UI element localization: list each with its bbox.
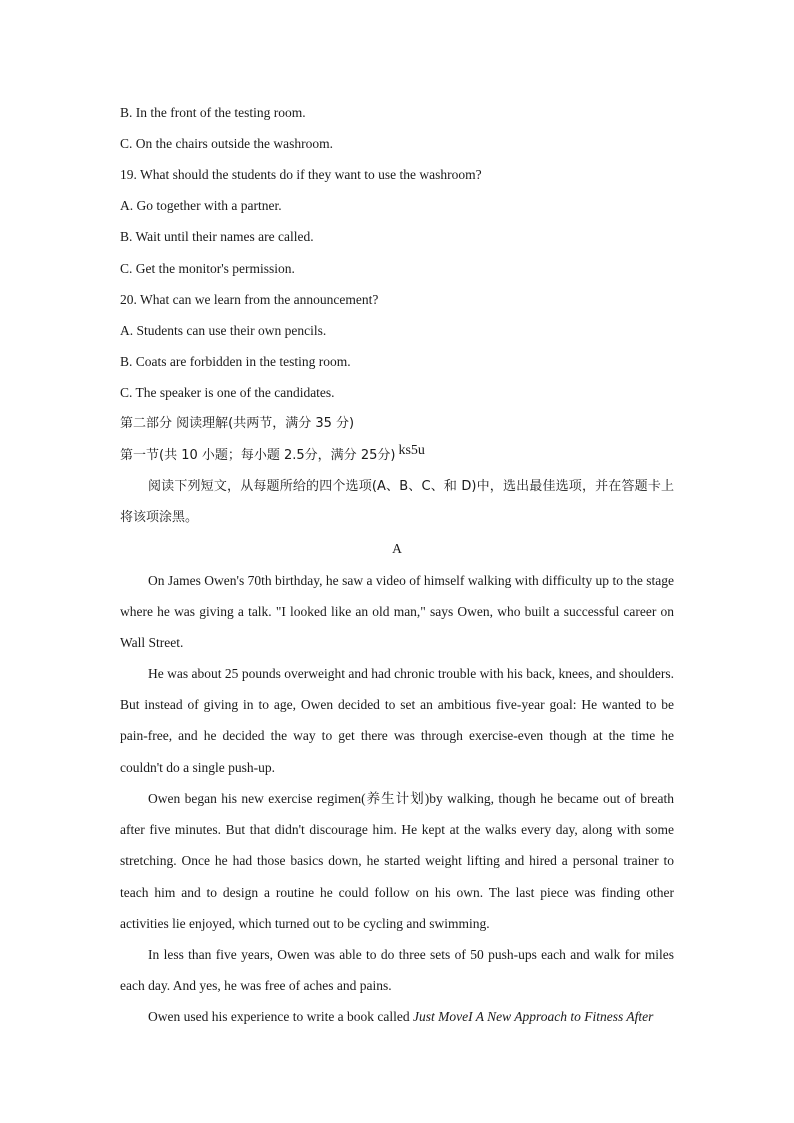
option-c-q20: C. The speaker is one of the candidates. xyxy=(120,385,335,400)
part-title: 第二部分 阅读理解(共两节，满分 35 分) xyxy=(120,416,355,431)
option-b-q20: B. Coats are forbidden in the testing room. xyxy=(120,354,351,369)
question-19: 19. What should the students do if they want to use the washroom? xyxy=(120,167,482,182)
section-subtitle xyxy=(120,443,425,465)
book-title: Just MoveI A New Approach to Fitness After xyxy=(413,1009,654,1024)
option-a-q20: A. Students can use their own pencils. xyxy=(120,323,327,338)
option-c-q18: C. On the chairs outside the washroom. xyxy=(120,136,333,151)
paragraph-5 xyxy=(120,1001,674,1032)
paragraph-5-text: Owen used his experience to write a book called xyxy=(148,1009,414,1024)
paragraph-3: Owen began his new exercise regimen(养生计划)by walking, though he became out of breath after five minutes. But that didn't discourage him. He kept at the walks every day, along with some stretching. Once he had those basics down, he started weight lifting and hired a personal trainer to teach him and to design a routine he could follow on his own. The last piece was finding other activities lie enjoyed, which turned out to be cycling and swimming. xyxy=(120,791,674,931)
option-b-q19: B. Wait until their names are called. xyxy=(120,229,314,244)
option-a-q19: A. Go together with a partner. xyxy=(120,198,282,213)
option-b-q18: B. In the front of the testing room. xyxy=(120,105,306,120)
question-20: 20. What can we learn from the announcement? xyxy=(120,292,379,307)
watermark-tag: ks5u xyxy=(398,443,425,458)
option-c-q19: C. Get the monitor's permission. xyxy=(120,261,295,276)
paragraph-4: In less than five years, Owen was able to do three sets of 50 push-ups each and walk for miles each day. And yes, he was free of aches and pains. xyxy=(120,947,674,994)
paragraph-2: He was about 25 pounds overweight and had chronic trouble with his back, knees, and shoulders. But instead of giving in to age, Owen decided to set an ambitious five-year goal: He wanted to be pain-free, and he decided the way to get there was through exercise-even though at the time he couldn't do a single push-up. xyxy=(120,666,674,775)
instructions: 阅读下列短文，从每题所给的四个选项(A、B、C、和 D)中，选出最佳选项，并在答题卡上将该项涂黑。 xyxy=(120,479,674,526)
passage-label: A xyxy=(392,541,402,556)
section-subtitle-text: 第一节(共 10 小题；每小题 2.5分，满分 25分) xyxy=(120,448,396,463)
paragraph-1: On James Owen's 70th birthday, he saw a video of himself walking with difficulty up to the stage where he was giving a talk. "I looked like an old man," says Owen, who built a successful career on Wall Street. xyxy=(120,573,674,651)
